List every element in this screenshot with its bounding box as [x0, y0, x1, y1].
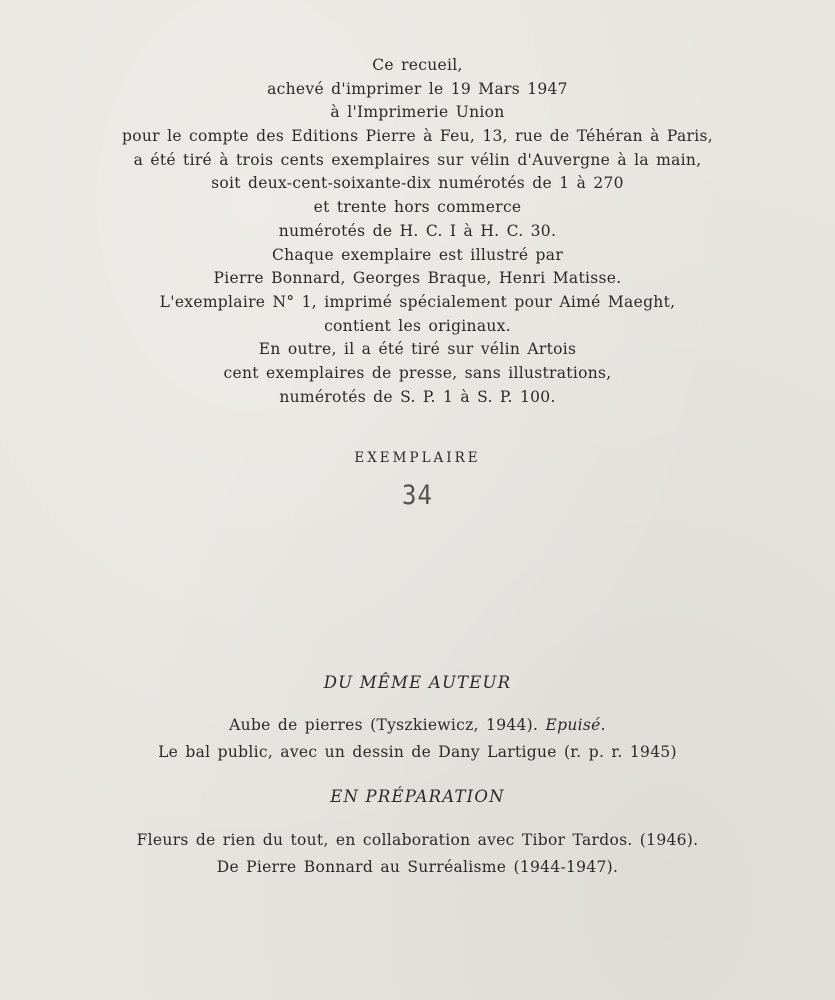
book-title-text: Aube de pierres (Tyszkiewicz, 1944). [229, 716, 539, 734]
colophon-line: Ce recueil, [372, 56, 463, 74]
book-entry: De Pierre Bonnard au Surréalisme (1944-1947). [216, 858, 619, 876]
colophon-line: Chaque exemplaire est illustré par [271, 245, 564, 264]
colophon-line: soit deux-cent-soixante-dix numérotés de 1 à 270 [211, 174, 624, 193]
colophon-line: pour le compte des Editions Pierre à Feu, 13, rue de Téhéran à Paris, [122, 127, 713, 146]
exemplaire-number: 34 [402, 479, 433, 511]
colophon-line: et trente hors commerce [313, 198, 522, 217]
du-meme-auteur-heading: DU MÊME AUTEUR [323, 673, 512, 692]
colophon-line: cent exemplaires de presse, sans illustrations, [223, 363, 612, 382]
en-preparation-heading: EN PRÉPARATION [330, 787, 505, 806]
book-entry: Fleurs de rien du tout, en collaboration avec Tibor Tardos. (1946). [136, 831, 699, 849]
colophon-line: contient les originaux. [324, 316, 511, 335]
colophon-line: Pierre Bonnard, Georges Braque, Henri Matisse. [213, 269, 622, 288]
colophon-line: numérotés de S. P. 1 à S. P. 100. [279, 387, 556, 406]
colophon [0, 54, 835, 409]
en-preparation-list [0, 827, 835, 881]
exemplaire-label: EXEMPLAIRE [354, 450, 481, 466]
book-entry [0, 712, 835, 739]
colophon-line: à l'Imprimerie Union [330, 103, 505, 122]
book-entry: Le bal public, avec un dessin de Dany Lartigue (r. p. r. 1945) [158, 743, 677, 761]
colophon-line: L'exemplaire N° 1, imprimé spécialement pour Aimé Maeght, [159, 292, 676, 311]
du-meme-auteur-list [0, 712, 835, 766]
colophon-line: En outre, il a été tiré sur vélin Artois [258, 340, 577, 359]
colophon-line: achevé d'imprimer le 19 Mars 1947 [267, 79, 568, 98]
colophon-line: a été tiré à trois cents exemplaires sur vélin d'Auvergne à la main, [133, 150, 702, 169]
book-status: Epuisé. [545, 716, 606, 734]
colophon-line: numérotés de H. C. I à H. C. 30. [278, 221, 557, 240]
